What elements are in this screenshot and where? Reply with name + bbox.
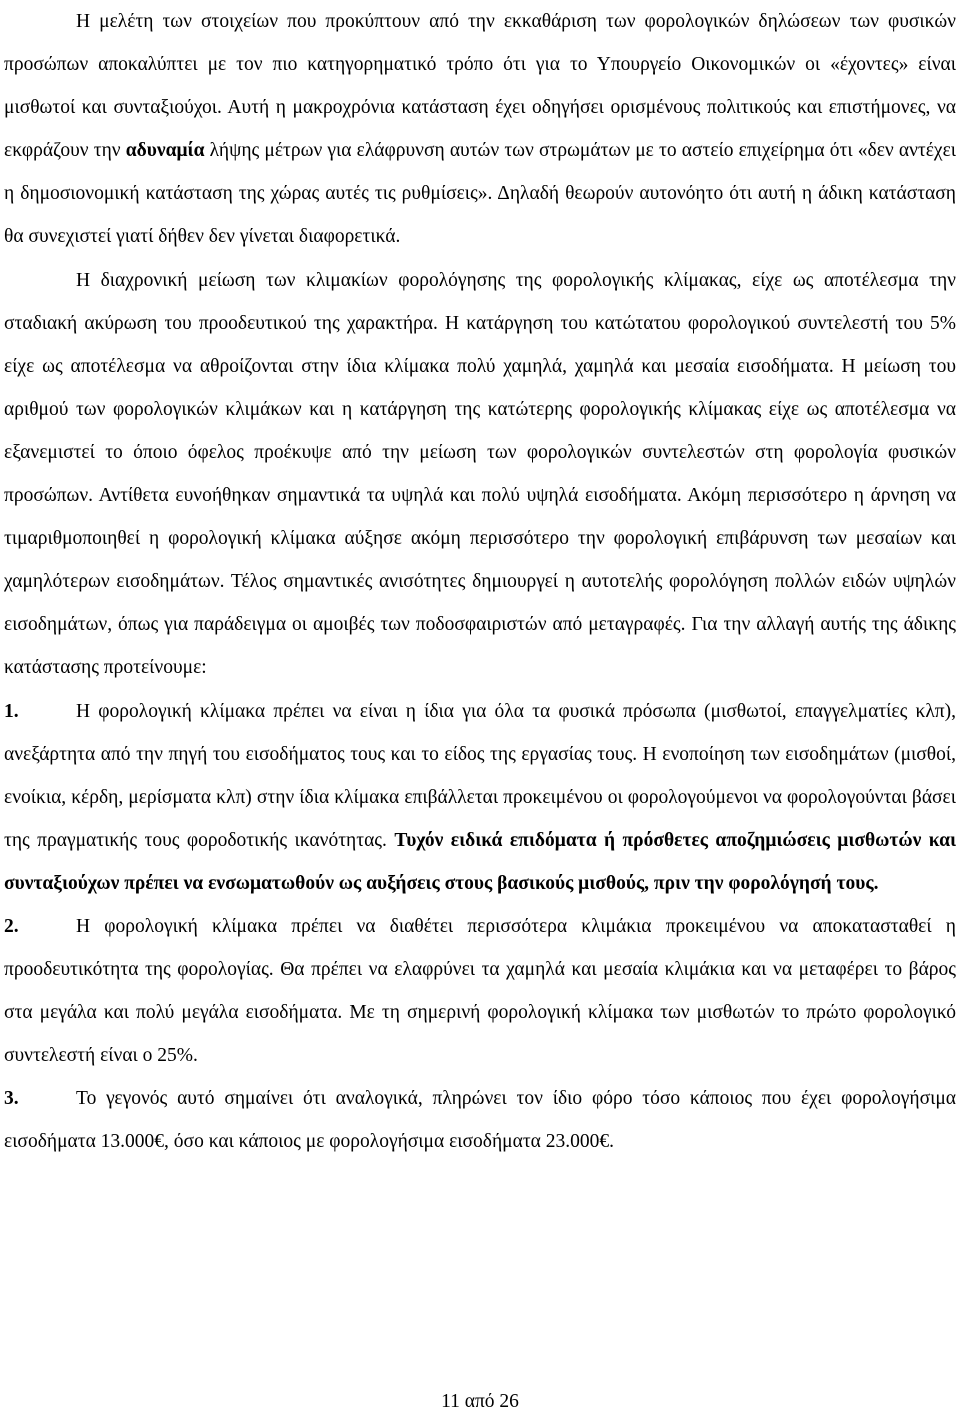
- list-item-1-text: Η φορολογική κλίμακα πρέπει να είναι η ίδια για όλα τα φυσικά πρόσωπα (μισθωτοί, επαγγελματίες κλπ), ανεξάρτητα από την πηγή του εισοδήματος τους και το είδος της εργασίας τους. Η ενοποίηση των εισοδημάτων (μισθοί, ενοίκια, κέρδη, μερίσματα κλπ) στην ίδια κλίμακα επιβάλλεται προκειμένου οι φορολογούμενοι να φορολογούνται βάσει της πραγματικής τους φοροδοτικής ικανότητας.: [4, 700, 956, 851]
- list-number-2: 2.: [4, 915, 19, 937]
- paragraph-1-text-b: λήψης μέτρων για ελάφρυνση αυτών των στρωμάτων με το αστείο επιχείρημα ότι «δεν αντέχει η δημοσιονομική κατάσταση της χώρας αυτές τις ρυθμίσεις». Δηλαδή θεωρούν αυτονόητο ότι αυτή η άδικη κατάσταση θα συνεχιστεί γιατί δήθεν δεν γίνεται διαφορετικά.: [4, 140, 957, 248]
- page-number-footer: 11 από 26: [441, 1391, 519, 1412]
- paragraph-2: Η διαχρονική μείωση των κλιμακίων φορολόγησης της φορολογικής κλίμακας, είχε ως αποτέλεσμα την σταδιακή ακύρωση του προοδευτικού της χαρακτήρα. Η κατάργηση του κατώτατου φορολογικού συντελεστή του 5% είχε ως αποτέλεσμα να αθροίζονται στην ίδια κλίμακα πολύ χαμηλά, χαμηλά και μεσαία εισοδήματα. Η μείωση του αριθμού των φορολογικών κλιμάκων και η κατάργηση της κατώτερης φορολογικής κλίμακας είχε ως αποτέλεσμα να εξανεμιστεί το όποιο όφελος προέκυψε από την μείωση των φορολογικών συντελεστών στη φορολογία φυσικών προσώπων. Αντίθετα ευνοήθηκαν σημαντικά τα υψηλά και πολύ υψηλά εισοδήματα. Ακόμη περισσότερο η άρνηση να τιμαριθμοποιηθεί η φορολογική κλίμακα αύξησε ακόμη περισσότερο την φορολογική επιβάρυνση των μεσαίων και χαμηλότερων εισοδημάτων. Τέλος σημαντικές ανισότητες δημιουργεί η αυτοτελής φορολόγηση πολλών ειδών υψηλών εισοδημάτων, όπως για παράδειγμα οι αμοιβές των ποδοσφαιριστών από μεταγραφές. Για την αλλαγή αυτής της άδικης κατάστασης προτείνουμε:: [4, 269, 956, 679]
- list-number-3: 3.: [4, 1088, 19, 1110]
- list-item-2-text: Η φορολογική κλίμακα πρέπει να διαθέτει περισσότερα κλιμάκια προκειμένου να αποκατασταθεί η προοδευτικότητα της φορολογίας. Θα πρέπει να ελαφρύνει τα χαμηλά και μεσαία κλιμάκια και να μεταφέρει το βάρος στα μεγάλα και πολύ μεγάλα εισοδήματα. Με τη σημερινή φορολογική κλίμακα των μισθωτών το πρώτο φορολογικό συντελεστή είναι ο 25%.: [4, 915, 956, 1067]
- document-page: [4, 0, 956, 1164]
- paragraph-1-bold-word: αδυναμία: [125, 140, 205, 162]
- paragraph-1: [4, 0, 956, 259]
- list-item-3-text: Το γεγονός αυτό σημαίνει ότι αναλογικά, πληρώνει τον ίδιο φόρο τόσο κάποιος που έχει φορολογήσιμα εισοδήματα 13.000€, όσο και κάποιος με φορολογήσιμα εισοδήματα 23.000€.: [4, 1088, 956, 1153]
- list-item-2: [4, 905, 956, 1077]
- paragraph-1-text-a: Η μελέτη των στοιχείων που προκύπτουν από την εκκαθάριση των φορολογικών δηλώσεων των φυσικών προσώπων αποκαλύπτει με τον πιο κατηγορηματικό τρόπο ότι για το Υπουργείο Οικονομικών οι «έχοντες» είναι μισθωτοί και συνταξιούχοι. Αυτή η μακροχρόνια κατάσταση έχει οδηγήσει ορισμένους πολιτικούς και επιστήμονες, να εκφράζουν την: [4, 11, 956, 162]
- list-number-1: 1.: [4, 700, 19, 722]
- list-item-1: [4, 690, 956, 905]
- list-item-3: [4, 1077, 956, 1163]
- list-item-1-bold-text: Τυχόν ειδικά επιδόματα ή πρόσθετες αποζημιώσεις μισθωτών και συνταξιούχων πρέπει να ενσωματωθούν ως αυξήσεις στους βασικούς μισθούς, πριν την φορολόγησή τους.: [4, 829, 956, 894]
